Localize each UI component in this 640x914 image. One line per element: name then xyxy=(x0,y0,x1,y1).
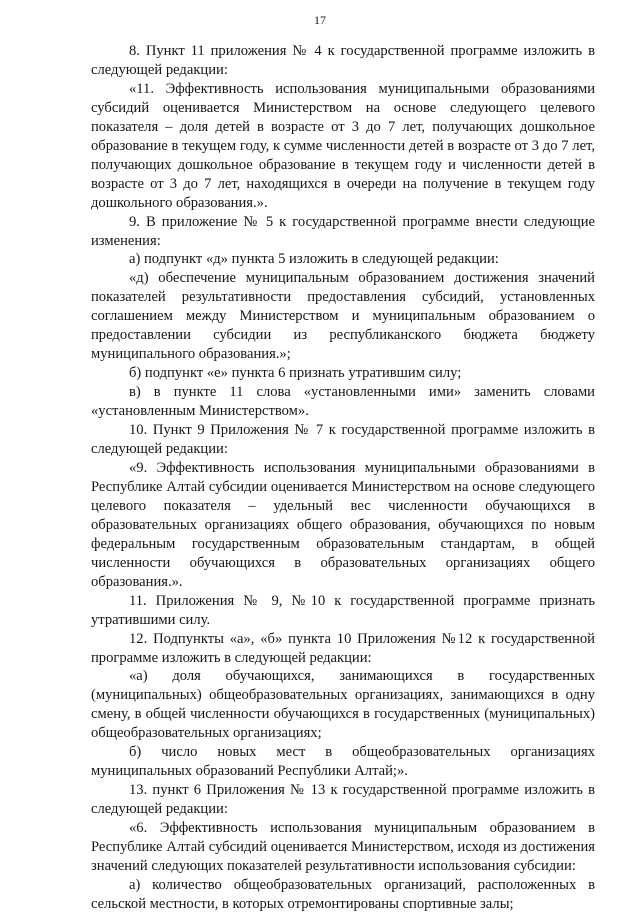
paragraph: «6. Эффективность использования муниципальным образованием в Республике Алтай субсидий оценивается Министерством, исходя из достижения значений следующих показателей результативности использования субсидии: xyxy=(91,820,595,874)
paragraph: 9. В приложение № 5 к государственной программе внести следующие изменения: xyxy=(91,213,595,249)
paragraph: б) подпункт «е» пункта 6 признать утратившим силу; xyxy=(129,365,462,382)
paragraph: 11. Приложения № 9, №10 к государственной программе признать утратившими силу. xyxy=(91,592,595,628)
paragraph: «д) обеспечение муниципальным образованием достижения значений показателей результативности предоставления субсидий, установленных соглашением между Министерством и муниципальным образованием о предоставлении субсидии из республиканского бюджета бюджету муниципального образования.»; xyxy=(91,270,595,363)
paragraph: 10. Пункт 9 Приложения № 7 к государственной программе изложить в следующей редакции: xyxy=(91,422,595,458)
paragraph: 12. Подпункты «а», «б» пункта 10 Приложения №12 к государственной программе изложить в следующей редакции: xyxy=(91,630,595,666)
paragraph: а) количество общеобразовательных организаций, расположенных в сельской местности, в которых отремонтированы спортивные залы; xyxy=(91,876,595,912)
paragraph: в) в пункте 11 слова «установленными ими» заменить словами «установленным Министерством». xyxy=(91,384,595,420)
paragraph: «а) доля обучающихся, занимающихся в государственных (муниципальных) общеобразовательных организациях, занимающихся в одну смену, в общей численности обучающихся в государственных (муниципальных) общеобразовательных организациях; xyxy=(91,668,595,742)
paragraph: б) число новых мест в общеобразовательных организациях муниципальных образований Республики Алтай;». xyxy=(91,744,595,780)
paragraph: «9. Эффективность использования муниципальными образованиями в Республике Алтай субсидии оценивается Министерством на основе следующего целевого показателя – удельный вес численности обучающихся в образовательных организациях общего образования, обучающихся по новым федеральным государственным образовательным стандартам, в общей численности обучающихся в образовательных организациях общего образования.». xyxy=(91,459,595,590)
paragraph: а) подпункт «д» пункта 5 изложить в следующей редакции: xyxy=(129,251,499,268)
document-body xyxy=(91,42,595,914)
page-number: 17 xyxy=(314,13,326,27)
paragraph: «11. Эффективность использования муниципальными образованиями субсидий оценивается Министерством на основе следующего целевого показателя – доля детей в возрасте от 3 до 7 лет, получающих дошкольное образование в текущем году, к сумме численности детей в возрасте от 3 до 7 лет, получающих дошкольное образование в текущем году и численности детей в возрасте от 3 до 7 лет, находящихся в очереди на получение в текущем году дошкольного образования.». xyxy=(91,80,595,211)
paragraph: 8. Пункт 11 приложения № 4 к государственной программе изложить в следующей редакции: xyxy=(91,43,595,78)
paragraph: 13. пункт 6 Приложения № 13 к государственной программе изложить в следующей редакции: xyxy=(91,782,595,818)
